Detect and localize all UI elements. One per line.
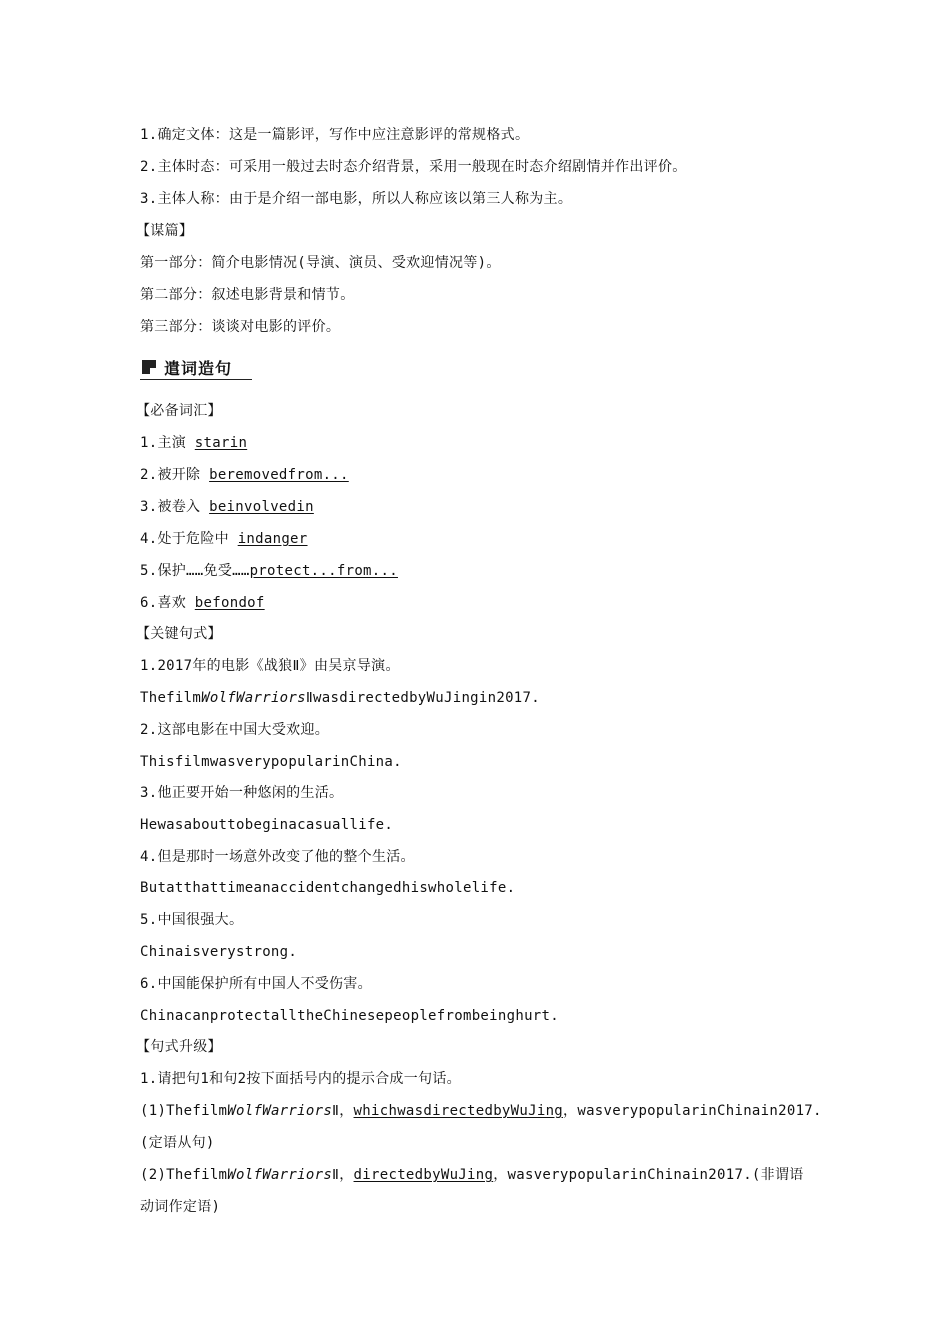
vocab-item-4: 4.处于危险中 indanger [140,531,308,547]
outline-label: 【谋篇】 [136,223,194,239]
sentence-1-en: ThefilmWolfWarriorsⅡwasdirectedbyWuJingin2017. [140,690,540,706]
writing-point-2: 2.主体时态：可采用一般过去时态介绍背景，采用一般现在时态介绍剧情并作出评价。 [140,159,687,175]
upgrade-intro: 1.请把句1和句2按下面括号内的提示合成一句话。 [140,1071,461,1087]
vocab-answer-6: befondof [194,595,265,611]
vocab-answer-3: beinvolvedin [209,499,314,515]
vocab-item-1: 1.主演 starin [140,435,248,451]
vocab-item-3: 3.被卷入 beinvolvedin [140,499,314,515]
writing-point-1: 1.确定文体：这是一篇影评，写作中应注意影评的常规格式。 [140,127,530,143]
sentence-5-cn: 5.中国很强大。 [140,912,244,928]
writing-point-3: 3.主体人称：由于是介绍一部电影，所以人称应该以第三人称为主。 [140,191,573,207]
heading-square-icon [142,360,156,374]
section-heading [140,354,252,380]
vocab-answer-2: beremovedfrom... [209,467,349,483]
vocab-answer-1: starin [194,435,248,451]
vocab-item-2: 2.被开除 beremovedfrom... [140,467,349,483]
sentence-6-en: ChinacanprotectalltheChinesepeoplefrombeinghurt. [140,1008,559,1024]
upgrade-blank-2: directedbyWuJing [353,1167,494,1183]
sentence-4-en: Butatthattimeanaccidentchangedhiswholelife. [140,880,516,896]
sentence-2-en: ThisfilmwasverypopularinChina. [140,754,402,770]
vocab-answer-4: indanger [237,531,308,547]
outline-part-2: 第二部分：叙述电影背景和情节。 [140,287,355,303]
vocab-answer-5: protect...from... [249,563,398,579]
outline-part-3: 第三部分：谈谈对电影的评价。 [140,319,341,335]
upgrade-answer-2: (2)ThefilmWolfWarriorsⅡ，directedbyWuJing，wasverypopularinChinain2017.(非谓语 [140,1167,804,1183]
upgrade-answer-1: (1)ThefilmWolfWarriorsⅡ，whichwasdirectedbyWuJing，wasverypopularinChinain2017. [140,1103,822,1119]
outline-part-1: 第一部分：简介电影情况(导演、演员、受欢迎情况等)。 [140,255,501,271]
vocab-item-6: 6.喜欢 befondof [140,595,265,611]
sentence-5-en: Chinaisverystrong. [140,944,298,960]
heading-underline [140,379,252,380]
upgrade-note-1: (定语从句) [140,1135,215,1151]
upgrade-blank-1: whichwasdirectedbyWuJing [353,1103,564,1119]
sentence-6-cn: 6.中国能保护所有中国人不受伤害。 [140,976,372,992]
sentence-3-cn: 3.他正要开始一种悠闲的生活。 [140,785,344,801]
key-sentences-label: 【关键句式】 [136,626,222,642]
sentence-4-cn: 4.但是那时一场意外改变了他的整个生活。 [140,849,415,865]
upgrade-note-2: 动词作定语) [140,1199,221,1215]
sentence-3-en: Hewasabouttobeginacasuallife. [140,817,394,833]
sentence-2-cn: 2.这部电影在中国大受欢迎。 [140,722,330,738]
vocab-item-5: 5.保护……免受……protect...from... [140,563,398,579]
section-heading-text: 遣词造句 [164,359,233,378]
upgrade-label: 【句式升级】 [136,1039,222,1055]
vocab-label: 【必备词汇】 [136,403,222,419]
sentence-1-cn: 1.2017年的电影《战狼Ⅱ》由吴京导演。 [140,658,400,674]
